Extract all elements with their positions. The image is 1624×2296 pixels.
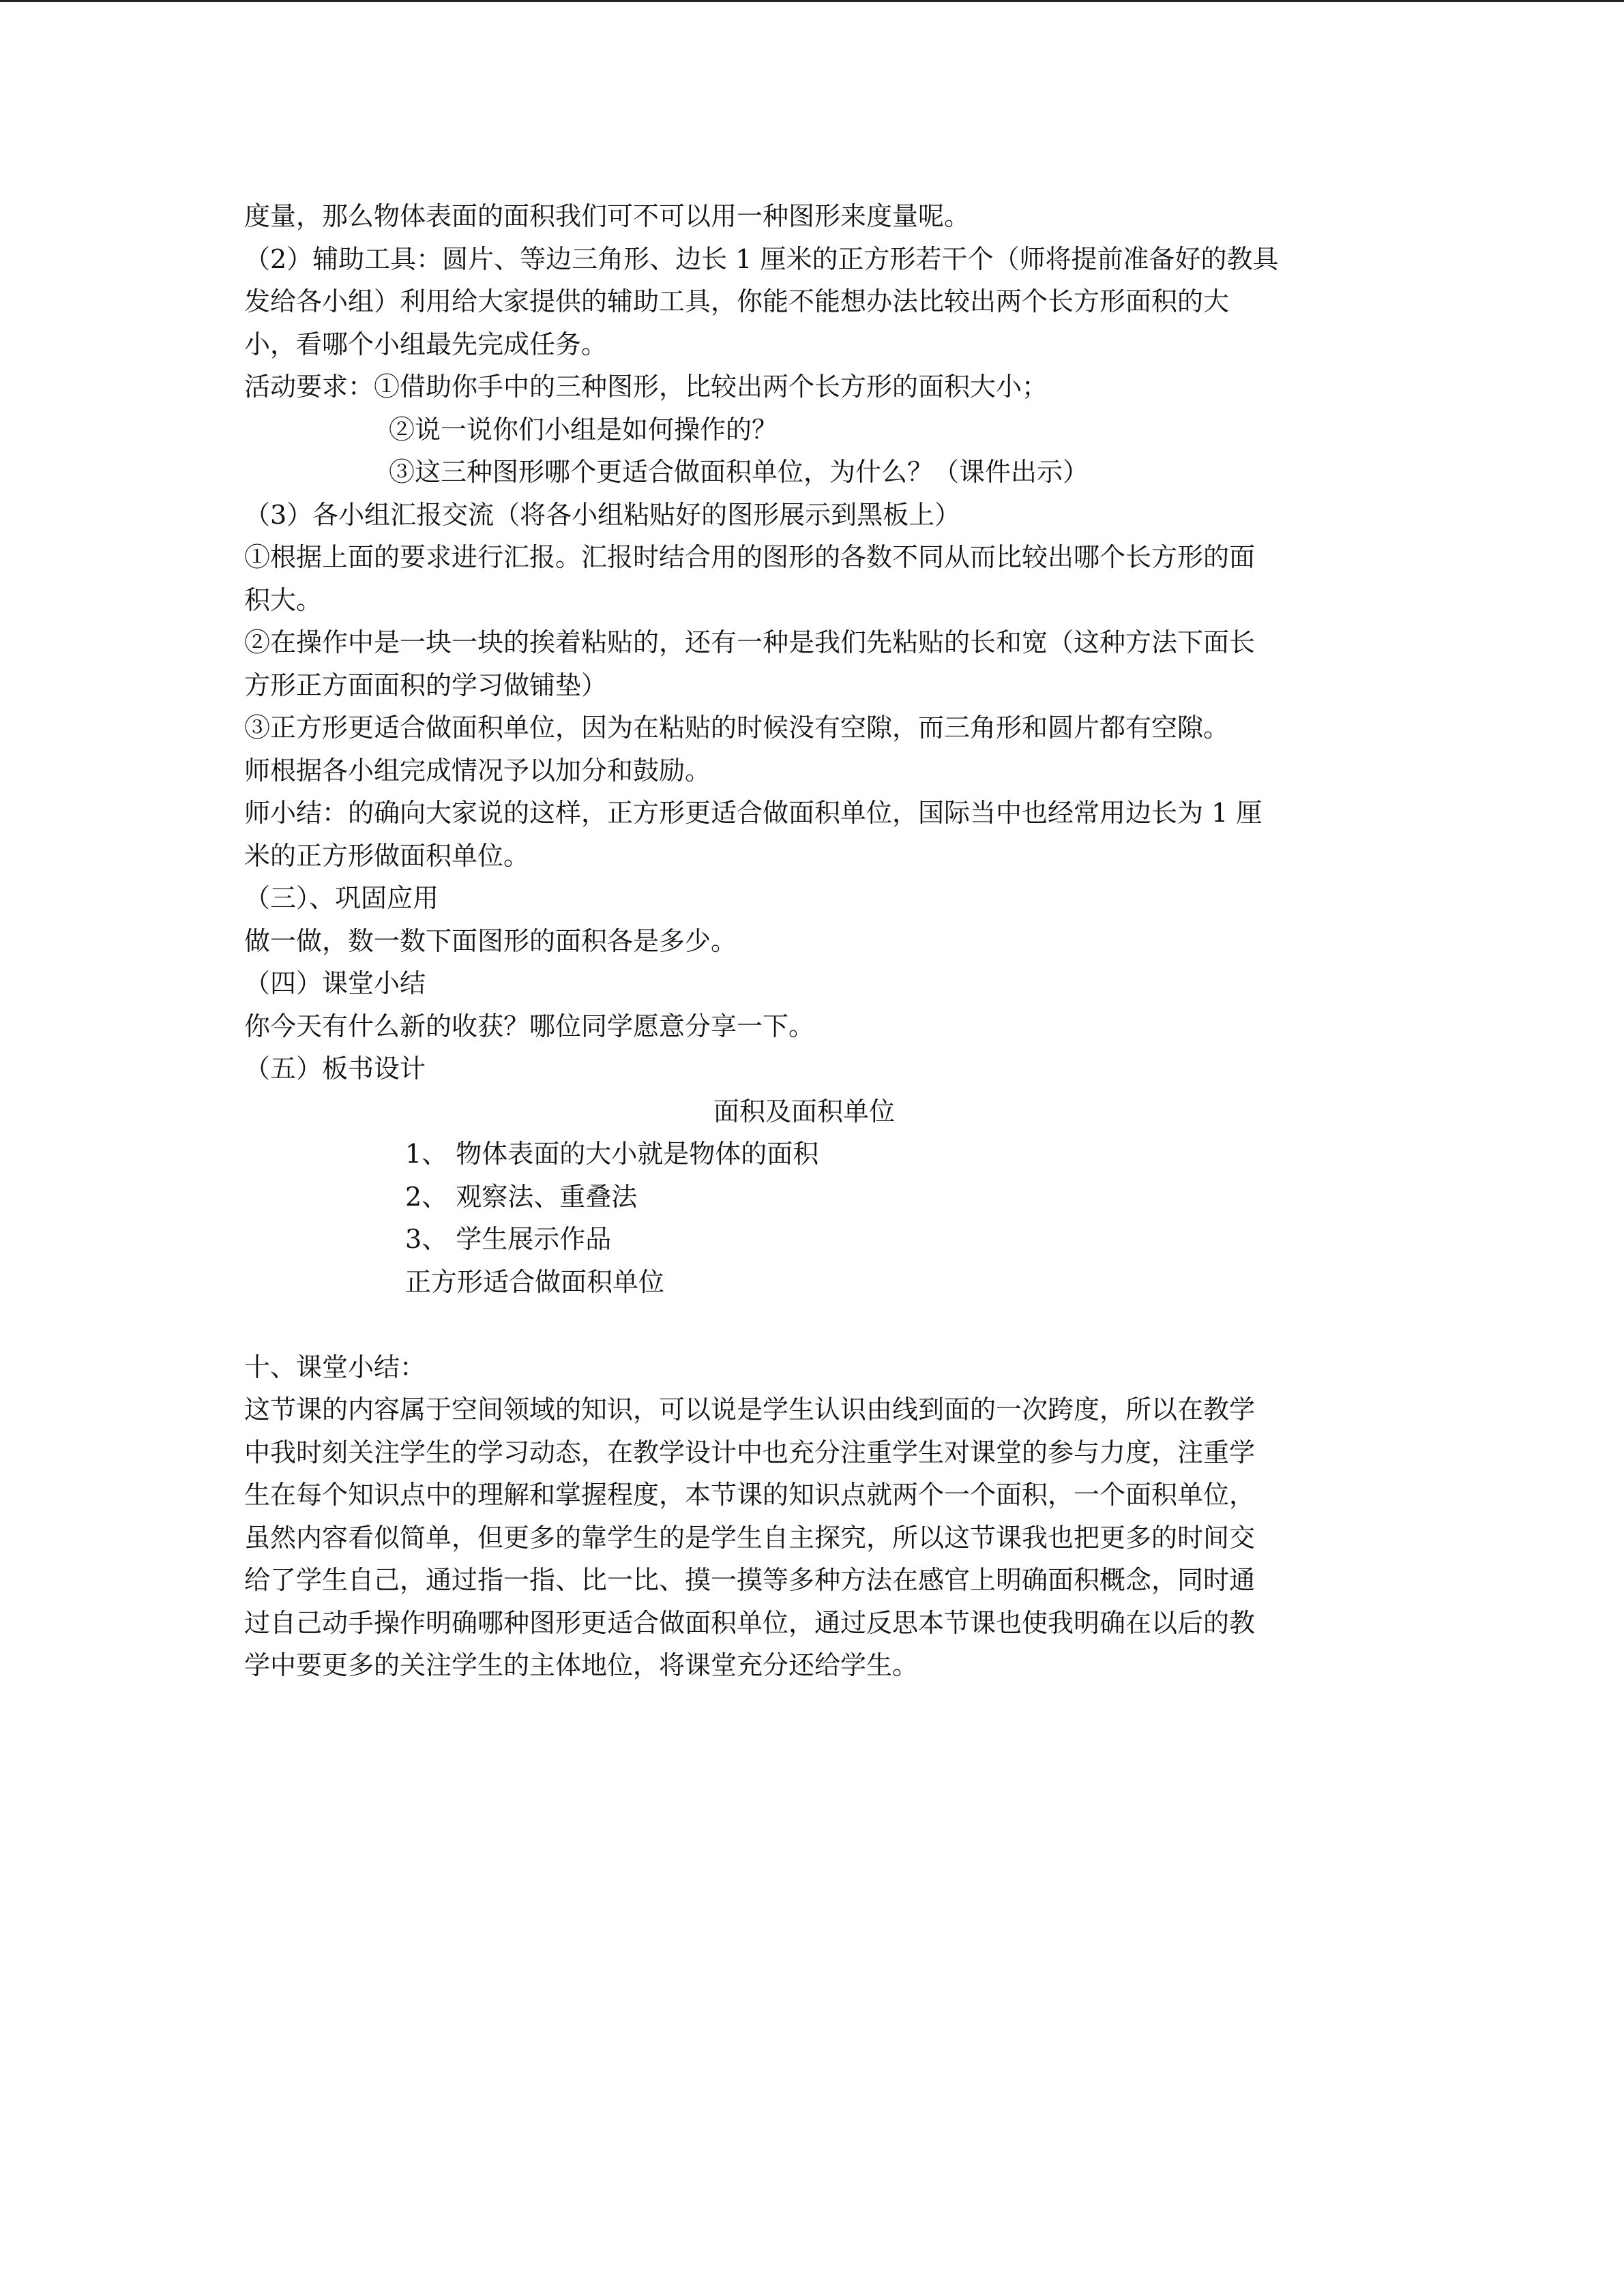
summary-line: 这节课的内容属于空间领域的知识，可以说是学生认识由线到面的一次跨度，所以在教学 — [244, 1395, 1256, 1425]
summary-line: 学中要更多的关注学生的主体地位，将课堂充分还给学生。 — [244, 1650, 919, 1680]
paragraph-line: ③正方形更适合做面积单位，因为在粘贴的时候没有空隙，而三角形和圆片都有空隙。 — [244, 713, 1230, 743]
board-design-title: 面积及面积单位 — [713, 1096, 896, 1127]
section-heading: （五）板书设计 — [244, 1054, 426, 1084]
paragraph-line: ②在操作中是一块一块的挨着粘贴的，还有一种是我们先粘贴的长和宽（这种方法下面长 — [244, 627, 1256, 657]
paragraph-line: ①根据上面的要求进行汇报。汇报时结合用的图形的各数不同从而比较出哪个长方形的面 — [244, 542, 1256, 572]
summary-line: 中我时刻关注学生的学习动态，在教学设计中也充分注重学生对课堂的参与力度，注重学 — [244, 1437, 1256, 1467]
activity-requirement-item: ②说一说你们小组是如何操作的？ — [389, 414, 778, 445]
paragraph-line: 方形正方面面积的学习做铺垫） — [244, 670, 608, 700]
paragraph-line: 做一做，数一数下面图形的面积各是多少。 — [244, 925, 737, 956]
paragraph-line: （3）各小组汇报交流（将各小组粘贴好的图形展示到黑板上） — [244, 499, 961, 530]
paragraph-line: （2）辅助工具：圆片、等边三角形、边长 1 厘米的正方形若干个（师将提前准备好的教具 — [244, 243, 1279, 274]
board-design-item: 2、 观察法、重叠法 — [405, 1181, 638, 1212]
section-heading: （四）课堂小结 — [244, 968, 426, 998]
document-body — [244, 195, 1383, 1687]
board-design-item: 3、 学生展示作品 — [405, 1224, 612, 1254]
section-heading: （三）、巩固应用 — [244, 883, 439, 913]
paragraph-line: 米的正方形做面积单位。 — [244, 840, 530, 871]
paragraph-line: 师根据各小组完成情况予以加分和鼓励。 — [244, 755, 711, 786]
blank-line — [244, 1303, 1383, 1346]
activity-requirement-line: 活动要求：①借助你手中的三种图形，比较出两个长方形的面积大小； — [244, 372, 1048, 402]
activity-requirement-item: ③这三种图形哪个更适合做面积单位，为什么？（课件出示） — [389, 457, 1089, 487]
paragraph-line: 积大。 — [244, 584, 323, 615]
summary-line: 给了学生自己，通过指一指、比一比、摸一摸等多种方法在感官上明确面积概念，同时通 — [244, 1565, 1256, 1595]
summary-line: 虽然内容看似简单，但更多的靠学生的是学生自主探究，所以这节课我也把更多的时间交 — [244, 1522, 1256, 1553]
paragraph-line: 度量，那么物体表面的面积我们可不可以用一种图形来度量呢。 — [244, 201, 971, 231]
paragraph-line: 你今天有什么新的收获？哪位同学愿意分享一下。 — [244, 1011, 815, 1041]
summary-heading: 十、课堂小结： — [244, 1352, 426, 1382]
paragraph-line: 发给各小组）利用给大家提供的辅助工具，你能不能想办法比较出两个长方形面积的大 — [244, 286, 1230, 316]
paragraph-line: 小，看哪个小组最先完成任务。 — [244, 329, 608, 359]
paragraph-line: 师小结：的确向大家说的这样，正方形更适合做面积单位，国际当中也经常用边长为 1 厘 — [244, 798, 1263, 828]
summary-line: 生在每个知识点中的理解和掌握程度，本节课的知识点就两个一个面积，一个面积单位， — [244, 1480, 1256, 1510]
page-top-border — [0, 0, 1624, 2]
board-design-item: 1、 物体表面的大小就是物体的面积 — [405, 1139, 819, 1169]
board-design-item: 正方形适合做面积单位 — [405, 1266, 665, 1297]
summary-line: 过自己动手操作明确哪种图形更适合做面积单位，通过反思本节课也使我明确在以后的教 — [244, 1607, 1256, 1638]
